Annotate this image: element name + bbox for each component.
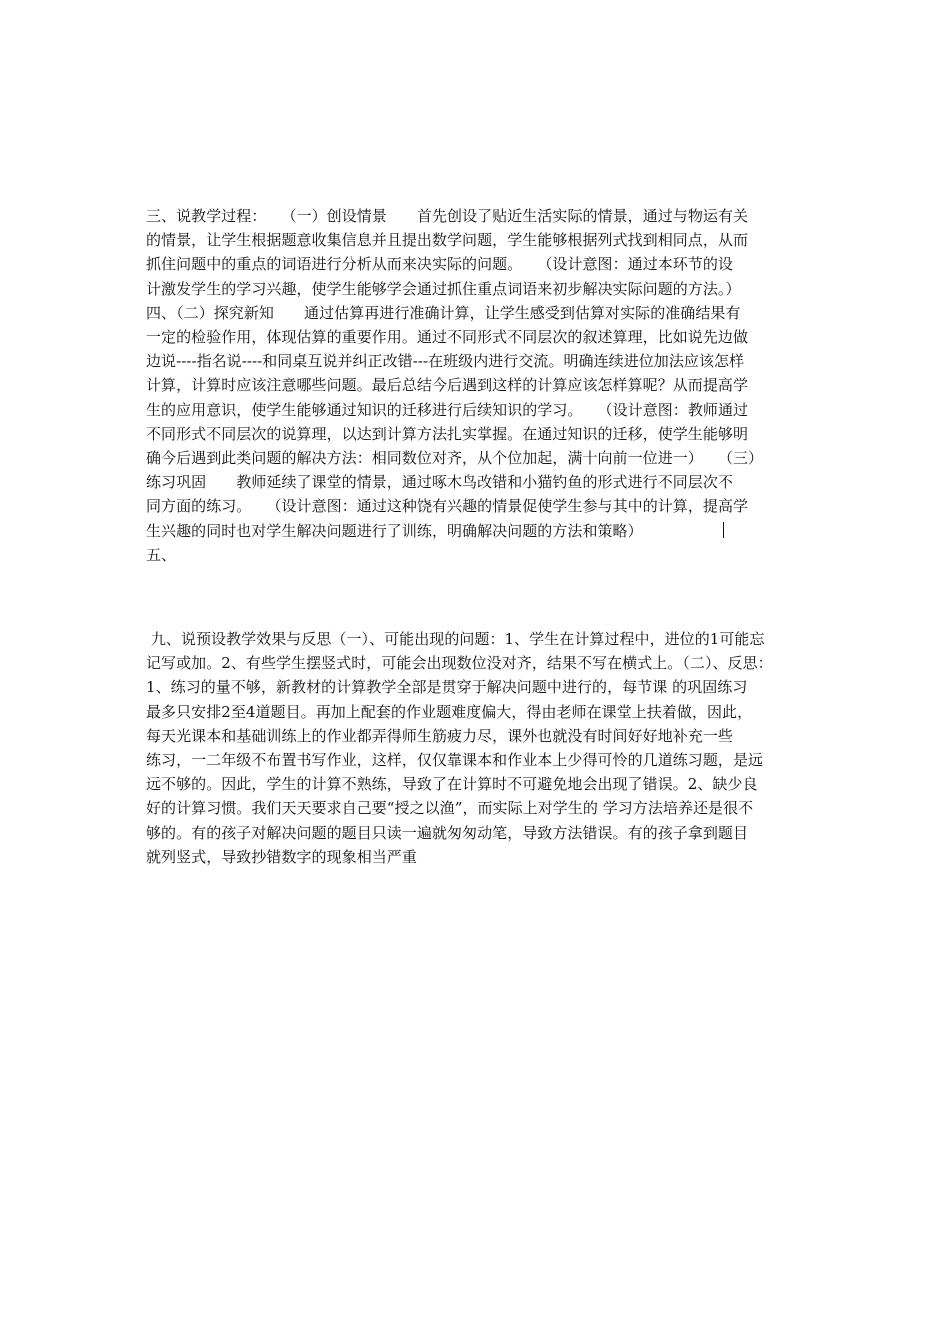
text-line: 一定的检验作用，体现估算的重要作用。通过不同形式不同层次的叙述算理，比如说先边做 xyxy=(146,328,749,347)
text-cursor xyxy=(723,522,724,538)
text-line: 每天光课本和基础训练上的作业都弄得师生筋疲力尽，课外也就没有时间好好地补充一些 xyxy=(146,726,733,745)
text-line: 1、练习的量不够，新教材的计算教学全部是贯穿于解决问题中进行的，每节课 的巩固练习 xyxy=(146,678,748,697)
text-line: 练习，一二年级不布置书写作业，这样，仅仅靠课本和作业本上少得可怜的几道练习题，是远 xyxy=(146,751,764,770)
text-line: 五、 xyxy=(146,545,177,564)
text-line: 就列竖式，导致抄错数字的现象相当严重 xyxy=(146,847,417,866)
text-line: 好的计算习惯。我们天天要求自己要“授之以渔”，而实际上对学生的 学习方法培养还是很不 xyxy=(146,799,754,818)
text-line: 抓住问题中的重点的词语进行分析从而来决实际的问题。 （设计意图：通过本环节的设 xyxy=(146,255,734,274)
teaching-process-section xyxy=(146,204,808,567)
text-line-content: 生兴趣的同时也对学生解决问题进行了训练，明确解决问题的方法和策略） xyxy=(146,521,643,540)
text-line xyxy=(146,519,808,543)
text-line: 四、（二）探究新知 通过估算再进行准确计算，让学生感受到估算对实际的准确结果有 xyxy=(146,303,741,322)
reflection-section xyxy=(146,627,808,869)
text-line: 的情景，让学生根据题意收集信息并且提出数学问题，学生能够根据列式找到相同点，从而 xyxy=(146,231,749,250)
text-line: 九、说预设教学效果与反思（一）、可能出现的问题：1、学生在计算过程中，进位的1可能忘 xyxy=(146,630,765,648)
text-line: 远不够的。因此，学生的计算不熟练，导致了在计算时不可避免地会出现了错误。2、缺少良 xyxy=(146,775,758,794)
text-line: 边说----指名说----和同桌互说并纠正改错---在班级内进行交流。明确连续进位加法应该怎样 xyxy=(146,352,745,371)
text-line: 记写或加。2、有些学生摆竖式时，可能会出现数位没对齐，结果不写在横式上。（二）、反思： xyxy=(146,654,773,673)
text-line: 计算，计算时应该注意哪些问题。最后总结今后遇到这样的计算应该怎样算呢？从而提高学 xyxy=(146,376,749,395)
text-line: 生的应用意识，使学生能够通过知识的迁移进行后续知识的学习。 （设计意图：教师通过 xyxy=(146,400,749,419)
text-line: 三、说教学过程： （一）创设情景 首先创设了贴近生活实际的情景，通过与物运有关 xyxy=(146,207,749,225)
text-line: 够的。有的孩子对解决问题的题目只读一遍就匆匆动笔，导致方法错误。有的孩子拿到题目 xyxy=(146,823,749,842)
text-line: 不同形式不同层次的说算理，以达到计算方法扎实掌握。在通过知识的迁移，使学生能够明 xyxy=(146,424,749,443)
text-line: 练习巩固 教师延续了课堂的情景，通过啄木鸟改错和小猫钓鱼的形式进行不同层次不 xyxy=(146,473,733,492)
text-line: 最多只安排2至4道题目。再加上配套的作业题难度偏大，得由老师在课堂上扶着做，因此， xyxy=(146,702,753,721)
text-line: 同方面的练习。 （设计意图：通过这种饶有兴趣的情景促使学生参与其中的计算，提高学 xyxy=(146,497,749,516)
text-line: 确今后遇到此类问题的解决方法：相同数位对齐，从个位加起，满十向前一位进一） （三） xyxy=(146,449,764,468)
text-line: 计激发学生的学习兴趣，使学生能够学会通过抓住重点词语来初步解决实际问题的方法。） xyxy=(146,279,741,298)
